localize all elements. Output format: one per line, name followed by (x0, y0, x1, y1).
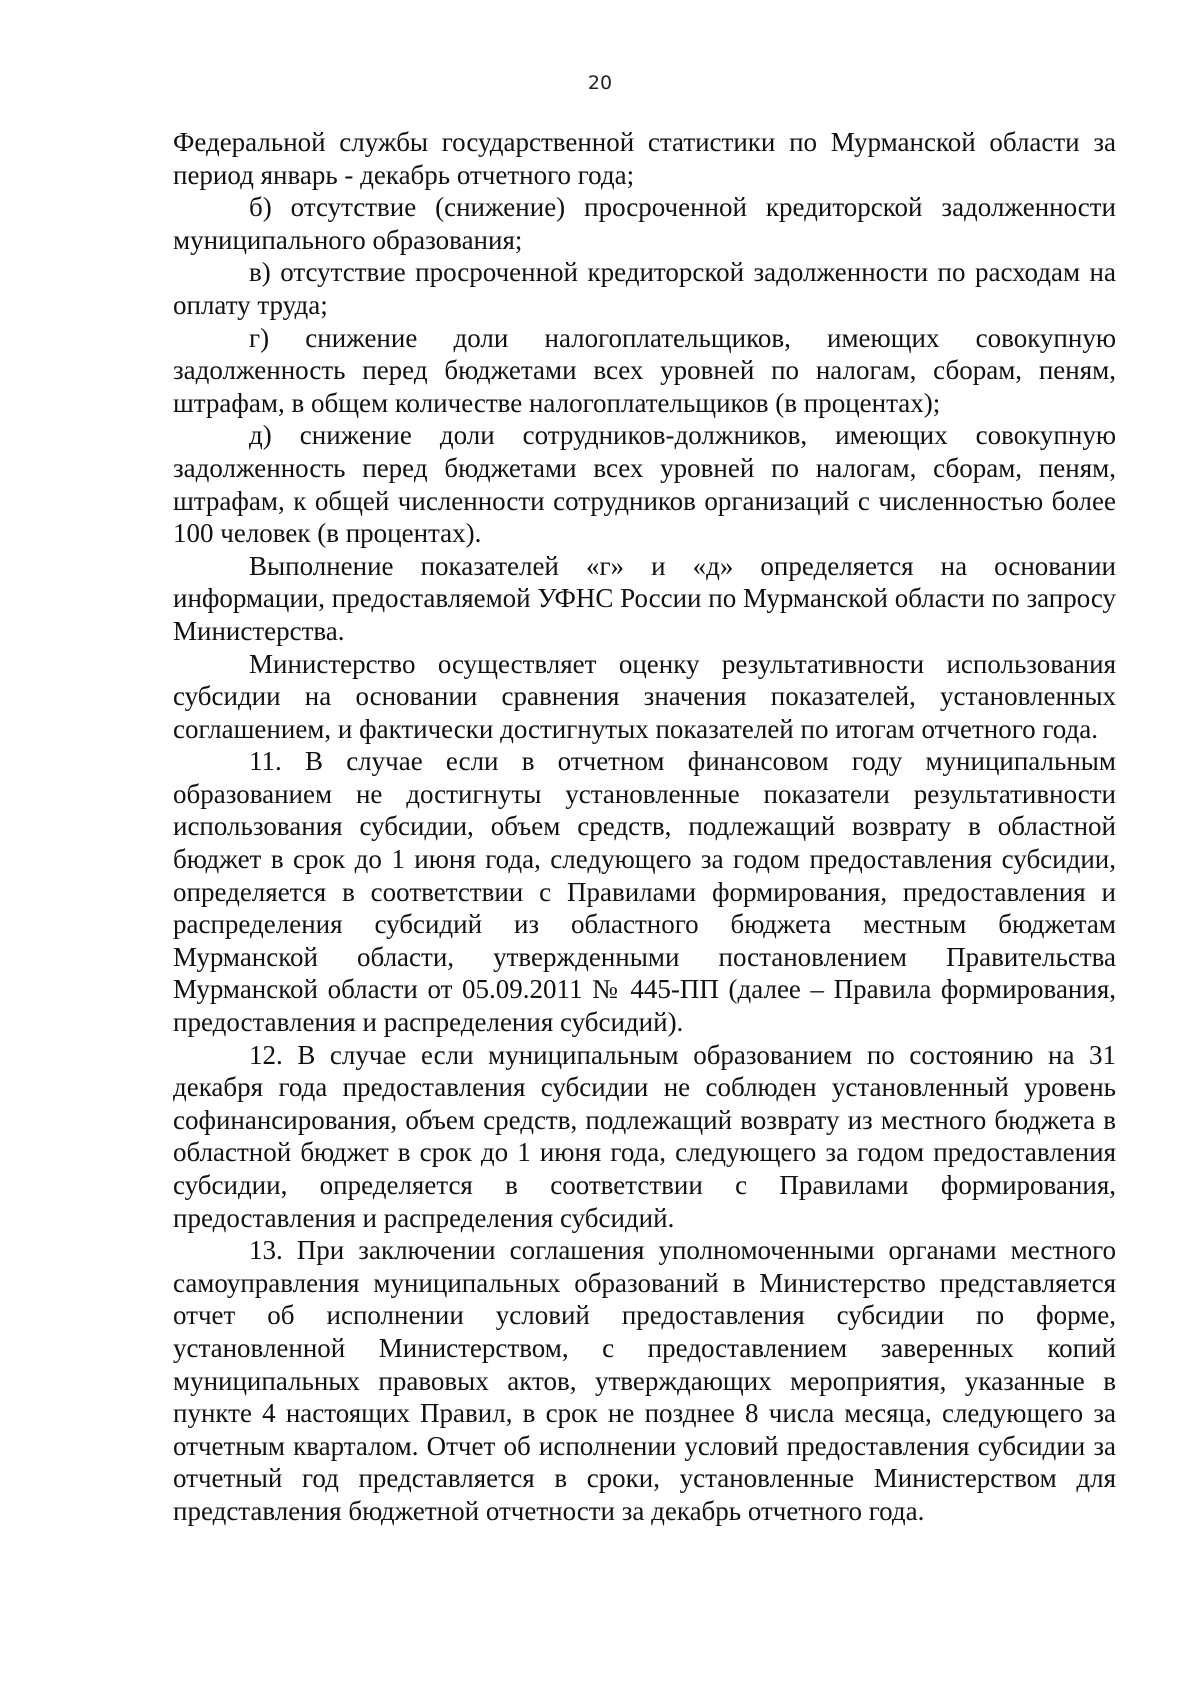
paragraph-item-g: г) снижение доли налогоплательщиков, имеющих совокупную задолженность перед бюджетами всех уровней по налогам, сборам, пеням, штрафам, в общем количестве налогоплательщиков (в процентах); (173, 322, 1116, 418)
paragraph-clause-12: 12. В случае если муниципальным образованием по состоянию на 31 декабря года предоставления субсидии не соблюден установленный уровень софинансирования, объем средств, подлежащий возврату из местного бюджета в областной бюджет в срок до 1 июня года, следующего за годом предоставления субсидии, определяется в соответствии с Правилами формирования, предоставления и распределения субсидий. (173, 1039, 1116, 1233)
paragraph-item-v: в) отсутствие просроченной кредиторской задолженности по расходам на оплату труда; (173, 257, 1116, 320)
page-number: 20 (587, 72, 613, 94)
paragraph-continuation: Федеральной службы государственной статистики по Мурманской области за период январь - декабрь отчетного года; (173, 127, 1116, 190)
paragraph-clause-11: 11. В случае если в отчетном финансовом году муниципальным образованием не достигнуты установленные показатели результативности использования субсидии, объем средств, подлежащий возврату в областной бюджет в срок до 1 июня года, следующего за годом предоставления субсидии, определяется в соответствии с Правилами формирования, предоставления и распределения субсидий из областного бюджета местным бюджетам Мурманской области, утвержденными постановлением Правительства Мурманской области от 05.09.2011 № 445-ПП (далее – Правила формирования, предоставления и распределения субсидий). (173, 746, 1116, 1038)
document-body (173, 126, 1116, 1528)
paragraph-clause-13: 13. При заключении соглашения уполномоченными органами местного самоуправления муниципальных образований в Министерство представляется отчет об исполнении условий предоставления субсидии по форме, установленной Министерством, с предоставлением заверенных копий муниципальных правовых актов, утверждающих мероприятия, указанные в пункте 4 настоящих Правил, в срок не позднее 8 числа месяца, следующего за отчетным кварталом. Отчет об исполнении условий предоставления субсидии за отчетный год представляется в сроки, установленные Министерством для представления бюджетной отчетности за декабрь отчетного года. (173, 1235, 1116, 1526)
paragraph-item-b: б) отсутствие (снижение) просроченной кредиторской задолженности муниципального образования; (173, 192, 1116, 255)
paragraph-indicators-source: Выполнение показателей «г» и «д» определяется на основании информации, предоставляемой УФНС России по Мурманской области по запросу Министерства. (173, 550, 1116, 646)
paragraph-item-d: д) снижение доли сотрудников-должников, имеющих совокупную задолженность перед бюджетами всех уровней по налогам, сборам, пеням, штрафам, к общей численности сотрудников организаций с численностью более 100 человек (в процентах). (173, 420, 1116, 549)
paragraph-evaluation: Министерство осуществляет оценку результативности использования субсидии на основании сравнения значения показателей, установленных соглашением, и фактически достигнутых показателей по итогам отчетного года. (173, 648, 1116, 744)
